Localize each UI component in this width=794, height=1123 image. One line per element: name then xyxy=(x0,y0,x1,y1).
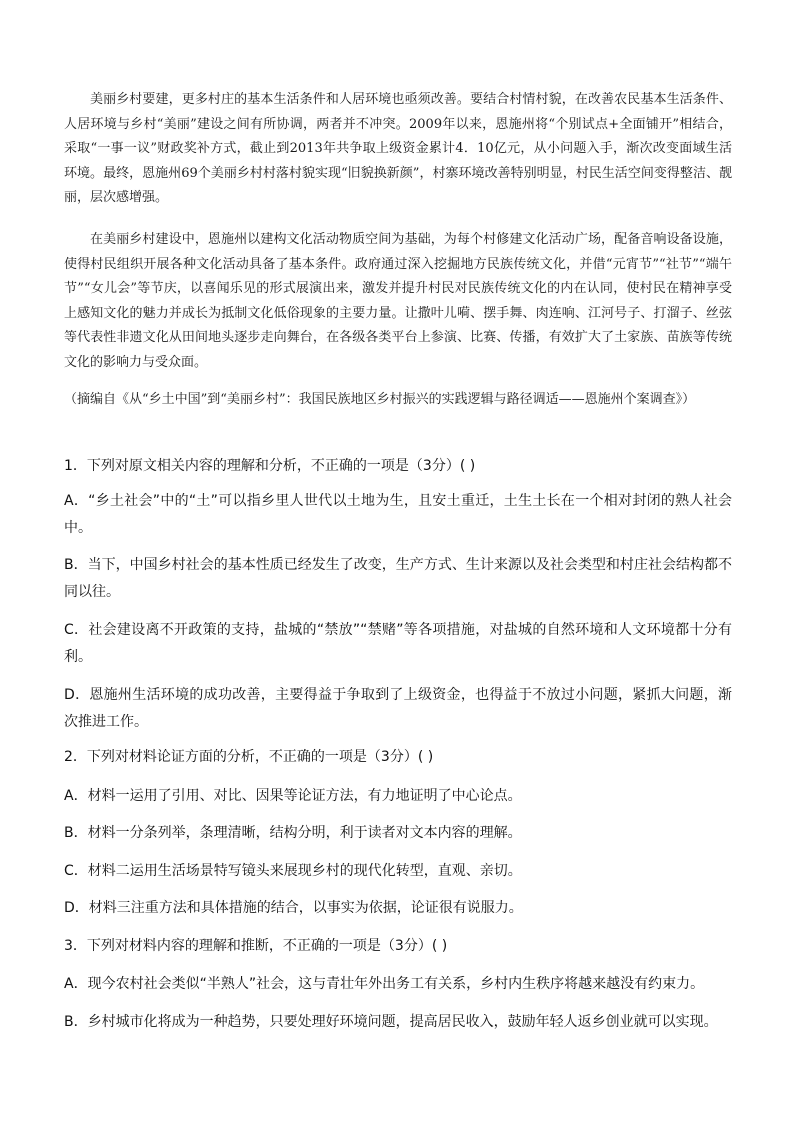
source-citation: （摘编自《从“乡土中国”到“美丽乡村”：我国民族地区乡村振兴的实践逻辑与路径调适——恩施州个案调查》） xyxy=(64,392,696,407)
question-1-option-b: B．当下，中国乡村社会的基本性质已经发生了改变，生产方式、生计来源以及社会类型和村庄社会结构都不同以往。 xyxy=(64,557,732,600)
question-2-option-c: C．材料二运用生活场景特写镜头来展现乡村的现代化转型，直观、亲切。 xyxy=(64,863,522,879)
passage-paragraph-1: 美丽乡村要建，更多村庄的基本生活条件和人居环境也亟须改善。要结合村情村貌，在改善农民基本生活条件、人居环境与乡村“美丽”建设之间有所协调，两者并不冲突。2009年以来，恩施州将“个别试点+全面铺开”相结合，采取“一事一议”财政奖补方式，截止到2013年共争取上级资金累计4．10亿元，从小问题入手，渐次改变面域生活环境。最终，恩施州69个美丽乡村村落村貌实现“旧貌换新颜”，村寨环境改善特别明显，村民生活空间变得整洁、靓丽，层次感增强。 xyxy=(64,92,732,205)
question-2-option-a: A．材料一运用了引用、对比、因果等论证方法，有力地证明了中心论点。 xyxy=(64,788,522,804)
question-1-option-c: C．社会建设离不开政策的支持，盐城的“禁放”“禁赌”等各项措施，对盐城的自然环境和人文环境都十分有利。 xyxy=(64,622,732,665)
question-3-stem: 3．下列对材料内容的理解和推断，不正确的一项是（3分）( ) xyxy=(64,938,448,954)
question-3-option-a: A．现今农村社会类似“半熟人”社会，这与青壮年外出务工有关系，乡村内生秩序将越来越没有约束力。 xyxy=(64,976,705,992)
question-2-stem: 2．下列对材料论证方面的分析，不正确的一项是（3分）( ) xyxy=(64,749,434,765)
question-3-option-b: B．乡村城市化将成为一种趋势，只要处理好环境问题，提高居民收入，鼓励年轻人返乡创业就可以实现。 xyxy=(64,1014,718,1030)
passage-paragraph-2: 在美丽乡村建设中，恩施州以建构文化活动物质空间为基础，为每个村修建文化活动广场，配备音响设备设施，使得村民组织开展各种文化活动具备了基本条件。政府通过深入挖掘地方民族传统文化，并借“元宵节”“社节”“端午节”“女儿会”等节庆，以喜闻乐见的形式展演出来，激发并提升村民对民族传统文化的内在认同，使村民在精神享受上感知文化的魅力并成长为抵制文化低俗现象的主要力量。让撒叶儿嗬、摆手舞、肉连响、江河号子、打溜子、丝弦等代表性非遗文化从田间地头逐步走向舞台，在各级各类平台上参演、比赛、传播，有效扩大了土家族、苗族等传统文化的影响力与受众面。 xyxy=(64,232,732,370)
question-2-option-d: D．材料三注重方法和具体措施的结合，以事实为依据，论证很有说服力。 xyxy=(64,900,523,916)
question-2-option-b: B．材料一分条列举，条理清晰，结构分明，利于读者对文本内容的理解。 xyxy=(64,825,522,841)
question-1-option-a: A．“乡土社会”中的“土”可以指乡里人世代以土地为生，且安土重迁，土生土长在一个相对封闭的熟人社会中。 xyxy=(64,493,732,536)
question-1-stem: 1．下列对原文相关内容的理解和分析，不正确的一项是（3分）( ) xyxy=(64,458,476,474)
question-1-option-d: D．恩施州生活环境的成功改善，主要得益于争取到了上级资金，也得益于不放过小问题，紧抓大问题，渐次推进工作。 xyxy=(64,687,732,730)
